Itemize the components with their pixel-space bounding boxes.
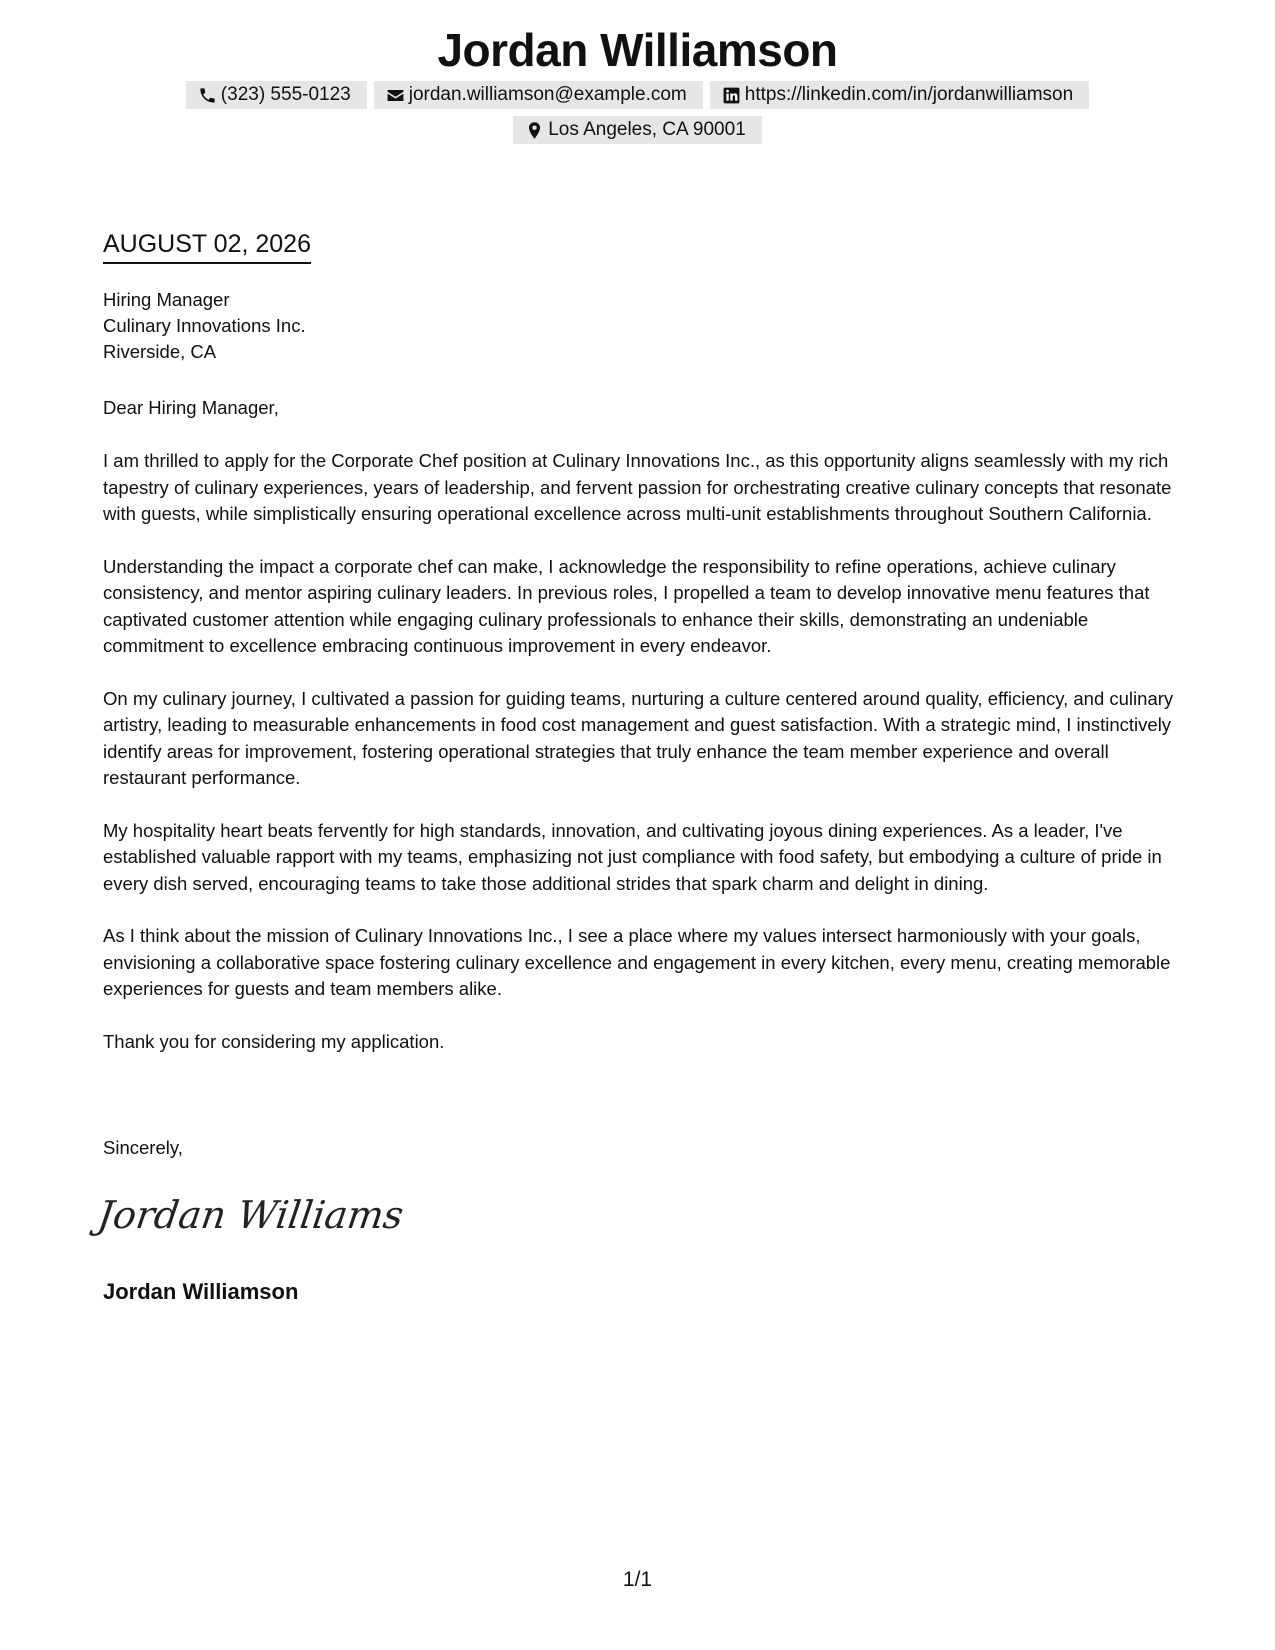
- phone-chip: [186, 81, 367, 109]
- location-chip: [513, 116, 762, 144]
- envelope-icon: [386, 86, 405, 105]
- applicant-name-heading: Jordan Williamson: [437, 24, 838, 76]
- recipient-block: [103, 287, 1178, 365]
- contact-row: [0, 116, 1275, 144]
- page-number: 1/1: [622, 1568, 653, 1591]
- signer-name: Jordan Williamson: [103, 1279, 299, 1304]
- letter-body: [103, 448, 1178, 1081]
- body-paragraph: My hospitality heart beats fervently for high standards, innovation, and cultivating joyous dining experiences. As a leader, I've established valuable rapport with my teams, emphasizing not just compliance with food safety, but embodying a culture of pride in every dish served, encouraging teams to take those additional strides that spark charm and delight in dining.: [103, 819, 1162, 894]
- linkedin-icon: [722, 86, 741, 105]
- recipient-location: Riverside, CA: [103, 341, 217, 362]
- body-paragraph: Thank you for considering my application.: [103, 1030, 445, 1052]
- signature-script: Jordan Williams: [94, 1194, 407, 1238]
- body-paragraph: I am thrilled to apply for the Corporate Chef position at Culinary Innovations Inc., as this opportunity aligns seamlessly with my rich tapestry of culinary experiences, years of leadership, and fervent passion for orchestrating creative culinary concepts that resonate with guests, while simplistically ensuring operational excellence across multi-unit establishments throughout Southern California.: [103, 450, 1172, 524]
- email-text[interactable]: jordan.williamson@example.com: [408, 84, 687, 105]
- recipient-title: Hiring Manager: [103, 289, 230, 310]
- salutation: Dear Hiring Manager,: [103, 397, 279, 418]
- location-text: Los Angeles, CA 90001: [548, 119, 746, 140]
- handwritten-signature: [94, 1188, 407, 1245]
- recipient-company: Culinary Innovations Inc.: [103, 315, 306, 336]
- signature-image: [94, 1188, 407, 1240]
- linkedin-chip[interactable]: [710, 81, 1089, 109]
- closing-line: Sincerely,: [103, 1137, 183, 1158]
- body-paragraph: As I think about the mission of Culinary Innovations Inc., I see a place where my values intersect harmoniously with your goals, envisioning a collaborative space fostering culinary excellence and engagement in every kitchen, every menu, creating memorable experiences for guests and team members alike.: [103, 925, 1171, 999]
- contact-row: [0, 81, 1275, 109]
- email-chip[interactable]: [374, 81, 703, 109]
- body-paragraph: Understanding the impact a corporate chef can make, I acknowledge the responsibility to refine operations, achieve culinary consistency, and mentor aspiring culinary leaders. In previous roles, I propelled a team to develop innovative menu features that captivated customer attention while engaging culinary professionals to enhance their skills, demonstrating an undeniable commitment to excellence embracing continuous improvement in every endeavor.: [103, 555, 1150, 656]
- linkedin-text[interactable]: https://linkedin.com/in/jordanwilliamson: [744, 84, 1074, 105]
- map-pin-icon: [525, 121, 544, 140]
- letter-date: AUGUST 02, 2026: [103, 228, 311, 264]
- phone-icon: [198, 86, 217, 105]
- phone-text: (323) 555-0123: [220, 84, 351, 105]
- body-paragraph: On my culinary journey, I cultivated a passion for guiding teams, nurturing a culture centered around quality, efficiency, and culinary artistry, leading to measurable enhancements in food cost management and guest satisfaction. With a strategic mind, I instinctively identify areas for improvement, fostering operational strategies that truly enhance the team member experience and overall restaurant performance.: [103, 687, 1174, 788]
